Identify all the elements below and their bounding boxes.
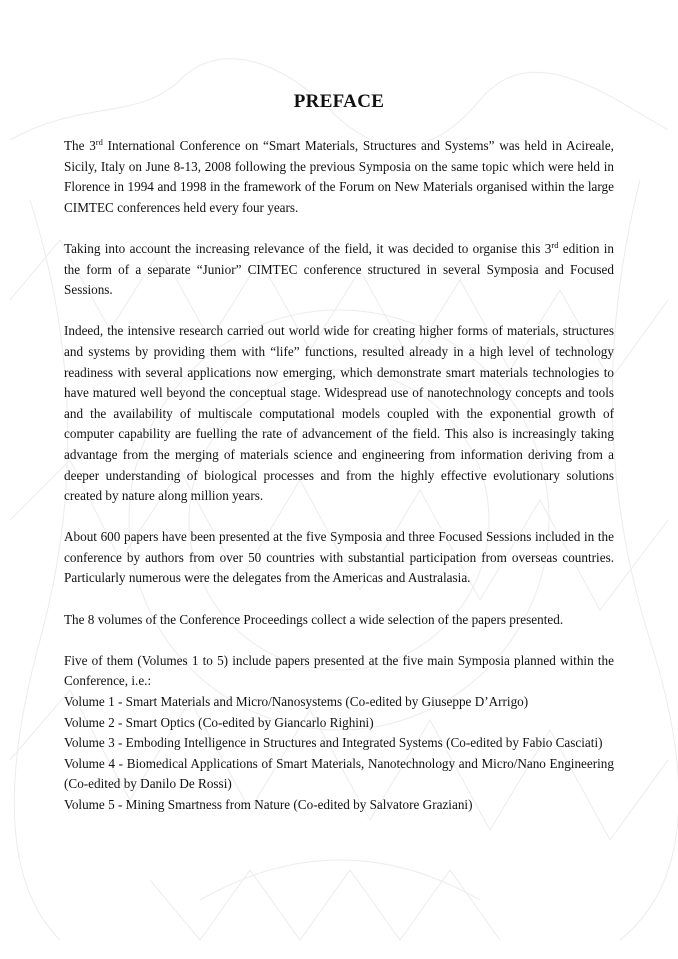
volume-item: Volume 2 - Smart Optics (Co-edited by Giancarlo Righini) — [64, 714, 374, 730]
volume-list — [64, 692, 614, 816]
volume-item: Volume 1 - Smart Materials and Micro/Nanosystems (Co-edited by Giuseppe D’Arrigo) — [64, 694, 529, 710]
document-page — [64, 86, 614, 816]
paragraph-proceedings: The 8 volumes of the Conference Proceedings collect a wide selection of the papers presented. — [64, 611, 564, 627]
volume-item: Volume 4 - Biomedical Applications of Smart Materials, Nanotechnology and Micro/Nano Engineering (Co-edited by Danilo De Rossi) — [64, 755, 614, 792]
ordinal-superscript: rd — [95, 137, 103, 147]
ordinal-superscript: rd — [551, 239, 559, 250]
paragraph-edition: Taking into account the increasing relevance of the field, it was decided to organise this 3rd edition in the form of a separate “Junior” CIMTEC conference structured in several Symposia and Focused Sessions. — [64, 239, 614, 298]
paragraph-research: Indeed, the intensive research carried out world wide for creating higher forms of materials, structures and systems by providing them with “life” functions, resulted already in a high level of technology readiness with several applications now emerging, which demonstrate smart materials technologies to have matured well beyond the conceptual stage. Widespread use of nanotechnology concepts and tools and the availability of multiscale computational models coupled with the exponential growth of computer capability are fuelling the rate of advancement of the field. This also is increasingly taking advantage from the merging of materials science and engineering from information deriving from a deeper understanding of biological processes and from the highly effective evolutionary solutions created by nature along million years. — [64, 323, 614, 504]
volume-item: Volume 5 - Mining Smartness from Nature (Co-edited by Salvatore Graziani) — [64, 797, 473, 812]
page-title: PREFACE — [293, 91, 385, 112]
volume-item: Volume 3 - Emboding Intelligence in Structures and Integrated Systems (Co-edited by Fabio Casciati) — [64, 735, 603, 751]
paragraph-intro: The 3rd International Conference on “Smart Materials, Structures and Systems” was held in Acireale, Sicily, Italy on June 8-13, 2008 following the previous Symposia on the same topic which were held in Florence in 1994 and 1998 in the framework of the Forum on New Materials organised within the large CIMTEC conferences held every four years. — [64, 137, 614, 215]
paragraph-papers: About 600 papers have been presented at the five Symposia and three Focused Sessions included in the conference by authors from over 50 countries with substantial participation from overseas countries. Particularly numerous were the delegates from the Americas and Australasia. — [64, 529, 614, 586]
paragraph-volumes-intro: Five of them (Volumes 1 to 5) include papers presented at the five main Symposia planned within the Conference, i.e.: — [64, 652, 614, 689]
